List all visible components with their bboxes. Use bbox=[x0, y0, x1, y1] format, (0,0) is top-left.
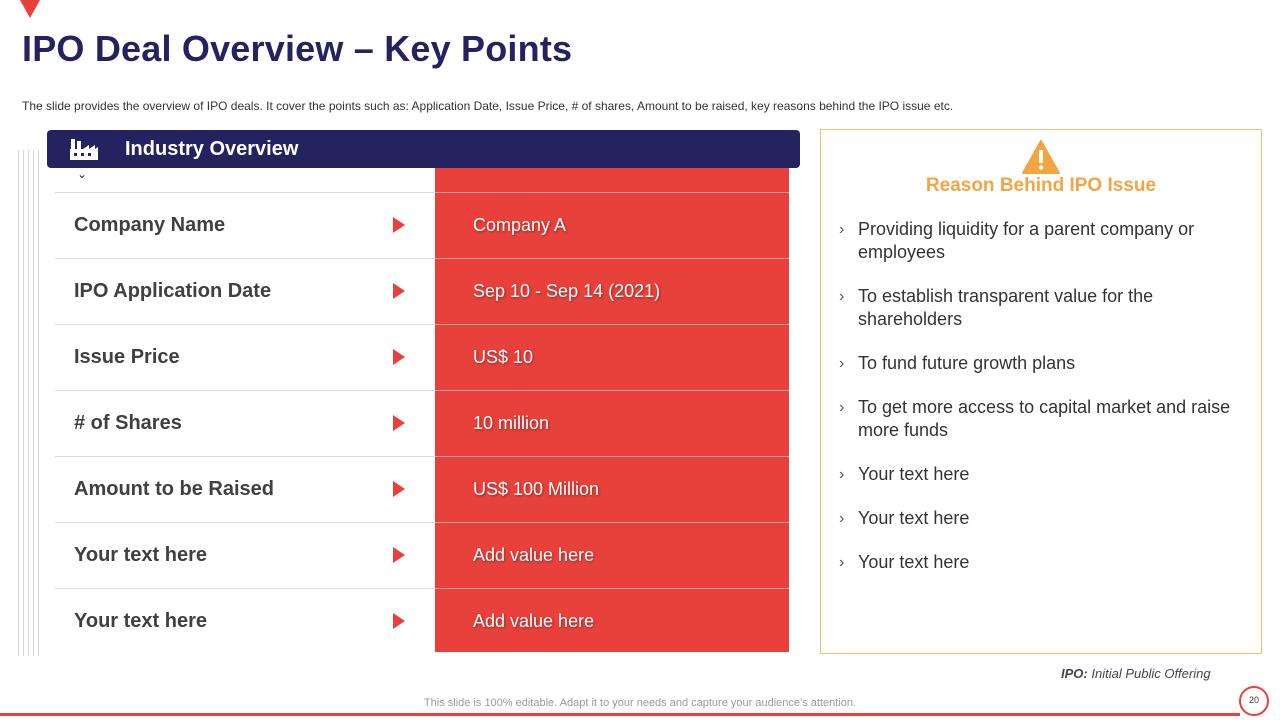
list-item: › Your text here bbox=[839, 552, 970, 572]
row-value: Company A bbox=[473, 215, 567, 235]
chevron-right-icon: › bbox=[839, 510, 845, 527]
footnote-abbr: IPO: bbox=[1061, 666, 1088, 681]
page-number: 20 bbox=[1248, 695, 1259, 705]
row-value: 10 million bbox=[473, 413, 550, 433]
page-number-badge bbox=[1239, 686, 1269, 716]
reasons-list bbox=[839, 218, 1239, 595]
chevron-right-icon: › bbox=[839, 466, 845, 483]
table-row bbox=[55, 324, 789, 390]
industry-overview-title: Industry Overview bbox=[125, 138, 299, 160]
table-row bbox=[55, 588, 789, 654]
table-row bbox=[55, 522, 789, 588]
slide-subtitle: The slide provides the overview of IPO deals. It cover the points such as: Application Date, Issue Price, # of shares, Amount to be raised, key reasons behind the IPO issue etc. bbox=[22, 99, 954, 113]
arrow-right-icon bbox=[393, 415, 405, 431]
arrow-right-icon bbox=[393, 481, 405, 497]
warning-icon bbox=[1022, 140, 1060, 174]
row-label: Issue Price bbox=[74, 346, 180, 368]
list-item: › To fund future growth plans bbox=[839, 353, 1076, 373]
row-value: Add value here bbox=[473, 545, 595, 565]
arrow-right-icon bbox=[393, 217, 405, 233]
row-value: US$ 10 bbox=[473, 347, 534, 367]
arrow-right-icon bbox=[393, 613, 405, 629]
factory-icon bbox=[69, 137, 99, 161]
reasons-title: Reason Behind IPO Issue bbox=[925, 175, 1157, 196]
list-item: › To get more access to capital market and raise more funds bbox=[839, 397, 1231, 440]
chevron-right-icon: › bbox=[839, 399, 845, 416]
row-value: Add value here bbox=[473, 611, 595, 631]
list-item: › Providing liquidity for a parent company or employees bbox=[839, 219, 1195, 262]
table-row bbox=[55, 258, 789, 324]
row-value: Sep 10 - Sep 14 (2021) bbox=[473, 281, 661, 301]
table-row bbox=[55, 192, 789, 258]
chevron-down-icon: ⌄ bbox=[77, 167, 88, 181]
row-label: Amount to be Raised bbox=[74, 478, 275, 500]
footnote-text: Initial Public Offering bbox=[1091, 666, 1211, 681]
table-row bbox=[55, 390, 789, 456]
bottom-divider bbox=[0, 713, 1240, 716]
arrow-right-icon bbox=[393, 349, 405, 365]
row-value: US$ 100 Million bbox=[473, 479, 600, 499]
list-item: › To establish transparent value for the shareholders bbox=[839, 286, 1154, 329]
chevron-right-icon: › bbox=[839, 221, 845, 238]
decorative-lines bbox=[18, 150, 42, 656]
arrow-right-icon bbox=[393, 283, 405, 299]
row-label: Company Name bbox=[74, 214, 226, 236]
row-label: Your text here bbox=[74, 544, 207, 566]
slide-title: IPO Deal Overview – Key Points bbox=[22, 28, 573, 69]
row-label: # of Shares bbox=[74, 412, 182, 434]
table-row bbox=[55, 456, 789, 522]
footnote bbox=[1061, 666, 1211, 681]
editable-note: This slide is 100% editable. Adapt it to your needs and capture your audience’s attention. bbox=[423, 697, 857, 709]
chevron-right-icon: › bbox=[839, 355, 845, 372]
list-item: › Your text here bbox=[839, 464, 970, 484]
row-label: Your text here bbox=[74, 610, 207, 632]
arrow-right-icon bbox=[393, 547, 405, 563]
corner-accent bbox=[20, 0, 40, 18]
reasons-panel bbox=[820, 129, 1262, 654]
list-item: › Your text here bbox=[839, 508, 970, 528]
chevron-right-icon: › bbox=[839, 288, 845, 305]
row-label: IPO Application Date bbox=[74, 280, 272, 302]
industry-overview-header bbox=[47, 130, 800, 168]
chevron-right-icon: › bbox=[839, 554, 845, 571]
